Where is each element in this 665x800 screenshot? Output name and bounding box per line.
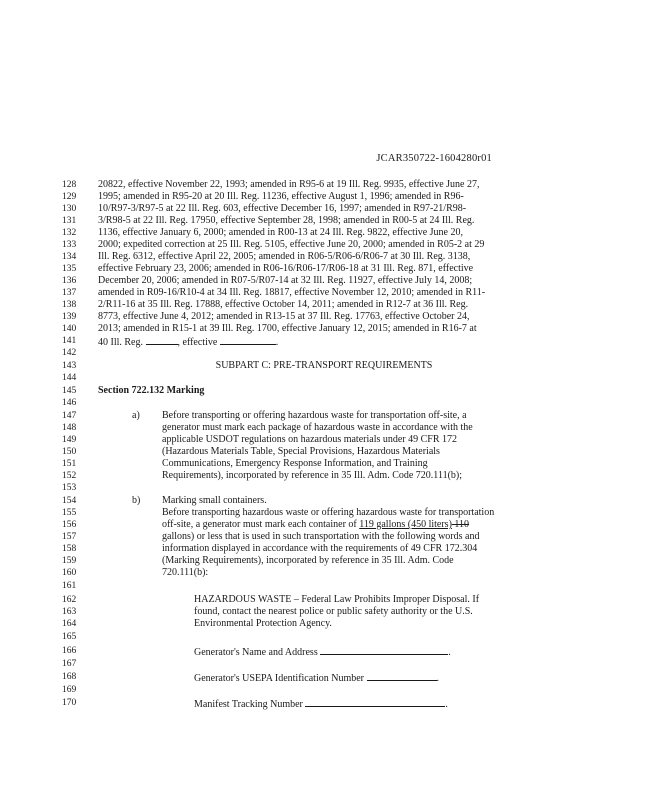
- line-number: 131: [62, 216, 77, 226]
- line-number: 140: [62, 324, 77, 334]
- line-text: Communications, Emergency Response Information, and Training: [162, 458, 428, 469]
- line-number: 158: [62, 544, 77, 554]
- notice-text: Environmental Protection Agency.: [194, 618, 332, 629]
- line-number: 128: [62, 180, 77, 190]
- line-number: 133: [62, 240, 77, 250]
- blank-field: [367, 671, 437, 681]
- line-number: 145: [62, 386, 77, 396]
- line-number: 139: [62, 312, 77, 322]
- line-number: 152: [62, 471, 77, 481]
- line-number: 168: [62, 672, 77, 682]
- line-number: 156: [62, 520, 77, 530]
- line-number: 170: [62, 698, 77, 708]
- line-text: [98, 335, 278, 349]
- blank-field: [220, 335, 276, 345]
- line-number: 142: [62, 348, 77, 358]
- line-text: applicable USDOT regulations on hazardous materials under 49 CFR 172: [162, 434, 458, 445]
- line-text: 10/R97-3/R97-5 at 22 Ill. Reg. 603, effective December 16, 1997; amended in R97-21/R98-: [98, 203, 467, 214]
- line-number: 148: [62, 423, 77, 433]
- text-fragment: off-site, a generator must mark each container of: [162, 519, 360, 530]
- line-number: 162: [62, 595, 77, 605]
- line-number: 132: [62, 228, 77, 238]
- line-number: 129: [62, 192, 77, 202]
- line-text: 720.111(b):: [162, 567, 209, 578]
- line-number: 160: [62, 568, 77, 578]
- line-text: Before transporting or offering hazardous waste for transportation off-site, a: [162, 410, 467, 421]
- paragraph-label: b): [132, 495, 141, 506]
- line-text: Requirements), incorporated by reference in 35 Ill. Adm. Code 720.111(b);: [162, 470, 463, 481]
- document-id: JCAR350722-1604280r01: [376, 153, 492, 164]
- line-text: [162, 519, 469, 531]
- line-number: 150: [62, 447, 77, 457]
- paragraph-label: a): [132, 410, 140, 421]
- blank-field: [305, 697, 445, 707]
- deleted-text: 110: [451, 519, 470, 530]
- line-text: 1136, effective January 6, 2000; amended in R00-13 at 24 Ill. Reg. 9822, effective June 20,: [98, 227, 463, 238]
- line-number: 163: [62, 607, 77, 617]
- line-text: Ill. Reg. 6312, effective April 22, 2005; amended in R06-5/R06-6/R06-7 at 30 Ill. Reg. 3138,: [98, 251, 471, 262]
- field-label: Generator's USEPA Identification Number: [194, 673, 367, 684]
- line-text: (Marking Requirements), incorporated by reference in 35 Ill. Adm. Code: [162, 555, 454, 566]
- field-label: Manifest Tracking Number: [194, 699, 306, 710]
- line-number: 151: [62, 459, 77, 469]
- line-number: 136: [62, 276, 77, 286]
- line-number: 153: [62, 483, 77, 493]
- text-fragment: .: [436, 673, 440, 684]
- line-number: 166: [62, 646, 77, 656]
- line-text: 3/R98-5 at 22 Ill. Reg. 17950, effective September 28, 1998; amended in R00-5 at 24 Ill. Reg.: [98, 215, 475, 226]
- line-number: 167: [62, 659, 77, 669]
- text-fragment: .: [448, 647, 451, 658]
- line-text: generator must mark each package of hazardous waste in accordance with the: [162, 422, 473, 433]
- notice-text: found, contact the nearest police or public safety authority or the U.S.: [194, 606, 473, 617]
- line-number: 159: [62, 556, 77, 566]
- line-number: 144: [62, 373, 77, 383]
- line-number: 137: [62, 288, 77, 298]
- line-number: 138: [62, 300, 77, 310]
- line-text: 8773, effective June 4, 2012; amended in R13-15 at 37 Ill. Reg. 17763, effective October 24,: [98, 311, 470, 322]
- line-number: 154: [62, 496, 77, 506]
- line-text: 2/R11-16 at 35 Ill. Reg. 17888, effective October 14, 2011; amended in R12-7 at 36 Ill. Reg.: [98, 299, 469, 310]
- section-title: Section 722.132 Marking: [98, 385, 205, 396]
- subpart-title: SUBPART C: PRE-TRANSPORT REQUIREMENTS: [215, 360, 433, 371]
- text-fragment: .: [445, 699, 448, 710]
- inserted-text: 119 gallons (450 liters): [359, 519, 452, 530]
- line-number: 164: [62, 619, 77, 629]
- line-text: 2000; expedited correction at 25 Ill. Reg. 5105, effective June 20, 2000; amended in R05-2 at 29: [98, 239, 485, 250]
- text-fragment: , effective: [177, 337, 220, 348]
- line-number: 165: [62, 632, 77, 642]
- line-number: 157: [62, 532, 77, 542]
- line-text: 1995; amended in R95-20 at 20 Ill. Reg. 11236, effective August 1, 1996; amended in R96-: [98, 191, 464, 202]
- line-text: 2013; amended in R15-1 at 39 Ill. Reg. 1700, effective January 12, 2015; amended in R16-7 at: [98, 323, 477, 334]
- line-number: 169: [62, 685, 77, 695]
- line-number: 146: [62, 398, 77, 408]
- line-text: (Hazardous Materials Table, Special Provisions, Hazardous Materials: [162, 446, 440, 457]
- text-fragment: .: [275, 337, 279, 348]
- form-field: [194, 671, 439, 685]
- line-number: 141: [62, 336, 77, 346]
- line-text: gallons) or less that is used in such transportation with the following words and: [162, 531, 480, 542]
- field-label: Generator's Name and Address: [194, 647, 321, 658]
- line-text: amended in R09-16/R10-4 at 34 Ill. Reg. 18817, effective November 12, 2010; amended in R11-: [98, 287, 486, 298]
- line-number: 155: [62, 508, 77, 518]
- text-fragment: 40 Ill. Reg.: [98, 337, 146, 348]
- line-text: December 20, 2006; amended in R07-5/R07-14 at 32 Ill. Reg. 11927, effective July 14, 2008;: [98, 275, 473, 286]
- line-number: 134: [62, 252, 77, 262]
- line-number: 130: [62, 204, 77, 214]
- line-number: 147: [62, 411, 77, 421]
- blank-field: [320, 645, 448, 655]
- line-text: information displayed in accordance with the requirements of 49 CFR 172.304: [162, 543, 478, 554]
- line-number: 135: [62, 264, 77, 274]
- line-number: 161: [62, 581, 77, 591]
- line-text: 20822, effective November 22, 1993; amended in R95-6 at 19 Ill. Reg. 9935, effective June 27,: [98, 179, 480, 190]
- line-number: 149: [62, 435, 77, 445]
- line-number: 143: [62, 361, 77, 371]
- line-text: Before transporting hazardous waste or offering hazardous waste for transportation: [162, 507, 495, 518]
- form-field: [194, 645, 451, 659]
- line-text: effective February 23, 2006; amended in R06-16/R06-17/R06-18 at 31 Ill. Reg. 871, effective: [98, 263, 474, 274]
- notice-text: HAZARDOUS WASTE – Federal Law Prohibits Improper Disposal. If: [194, 594, 480, 605]
- line-text: Marking small containers.: [162, 495, 267, 506]
- form-field: [194, 697, 448, 711]
- blank-field: [146, 335, 178, 345]
